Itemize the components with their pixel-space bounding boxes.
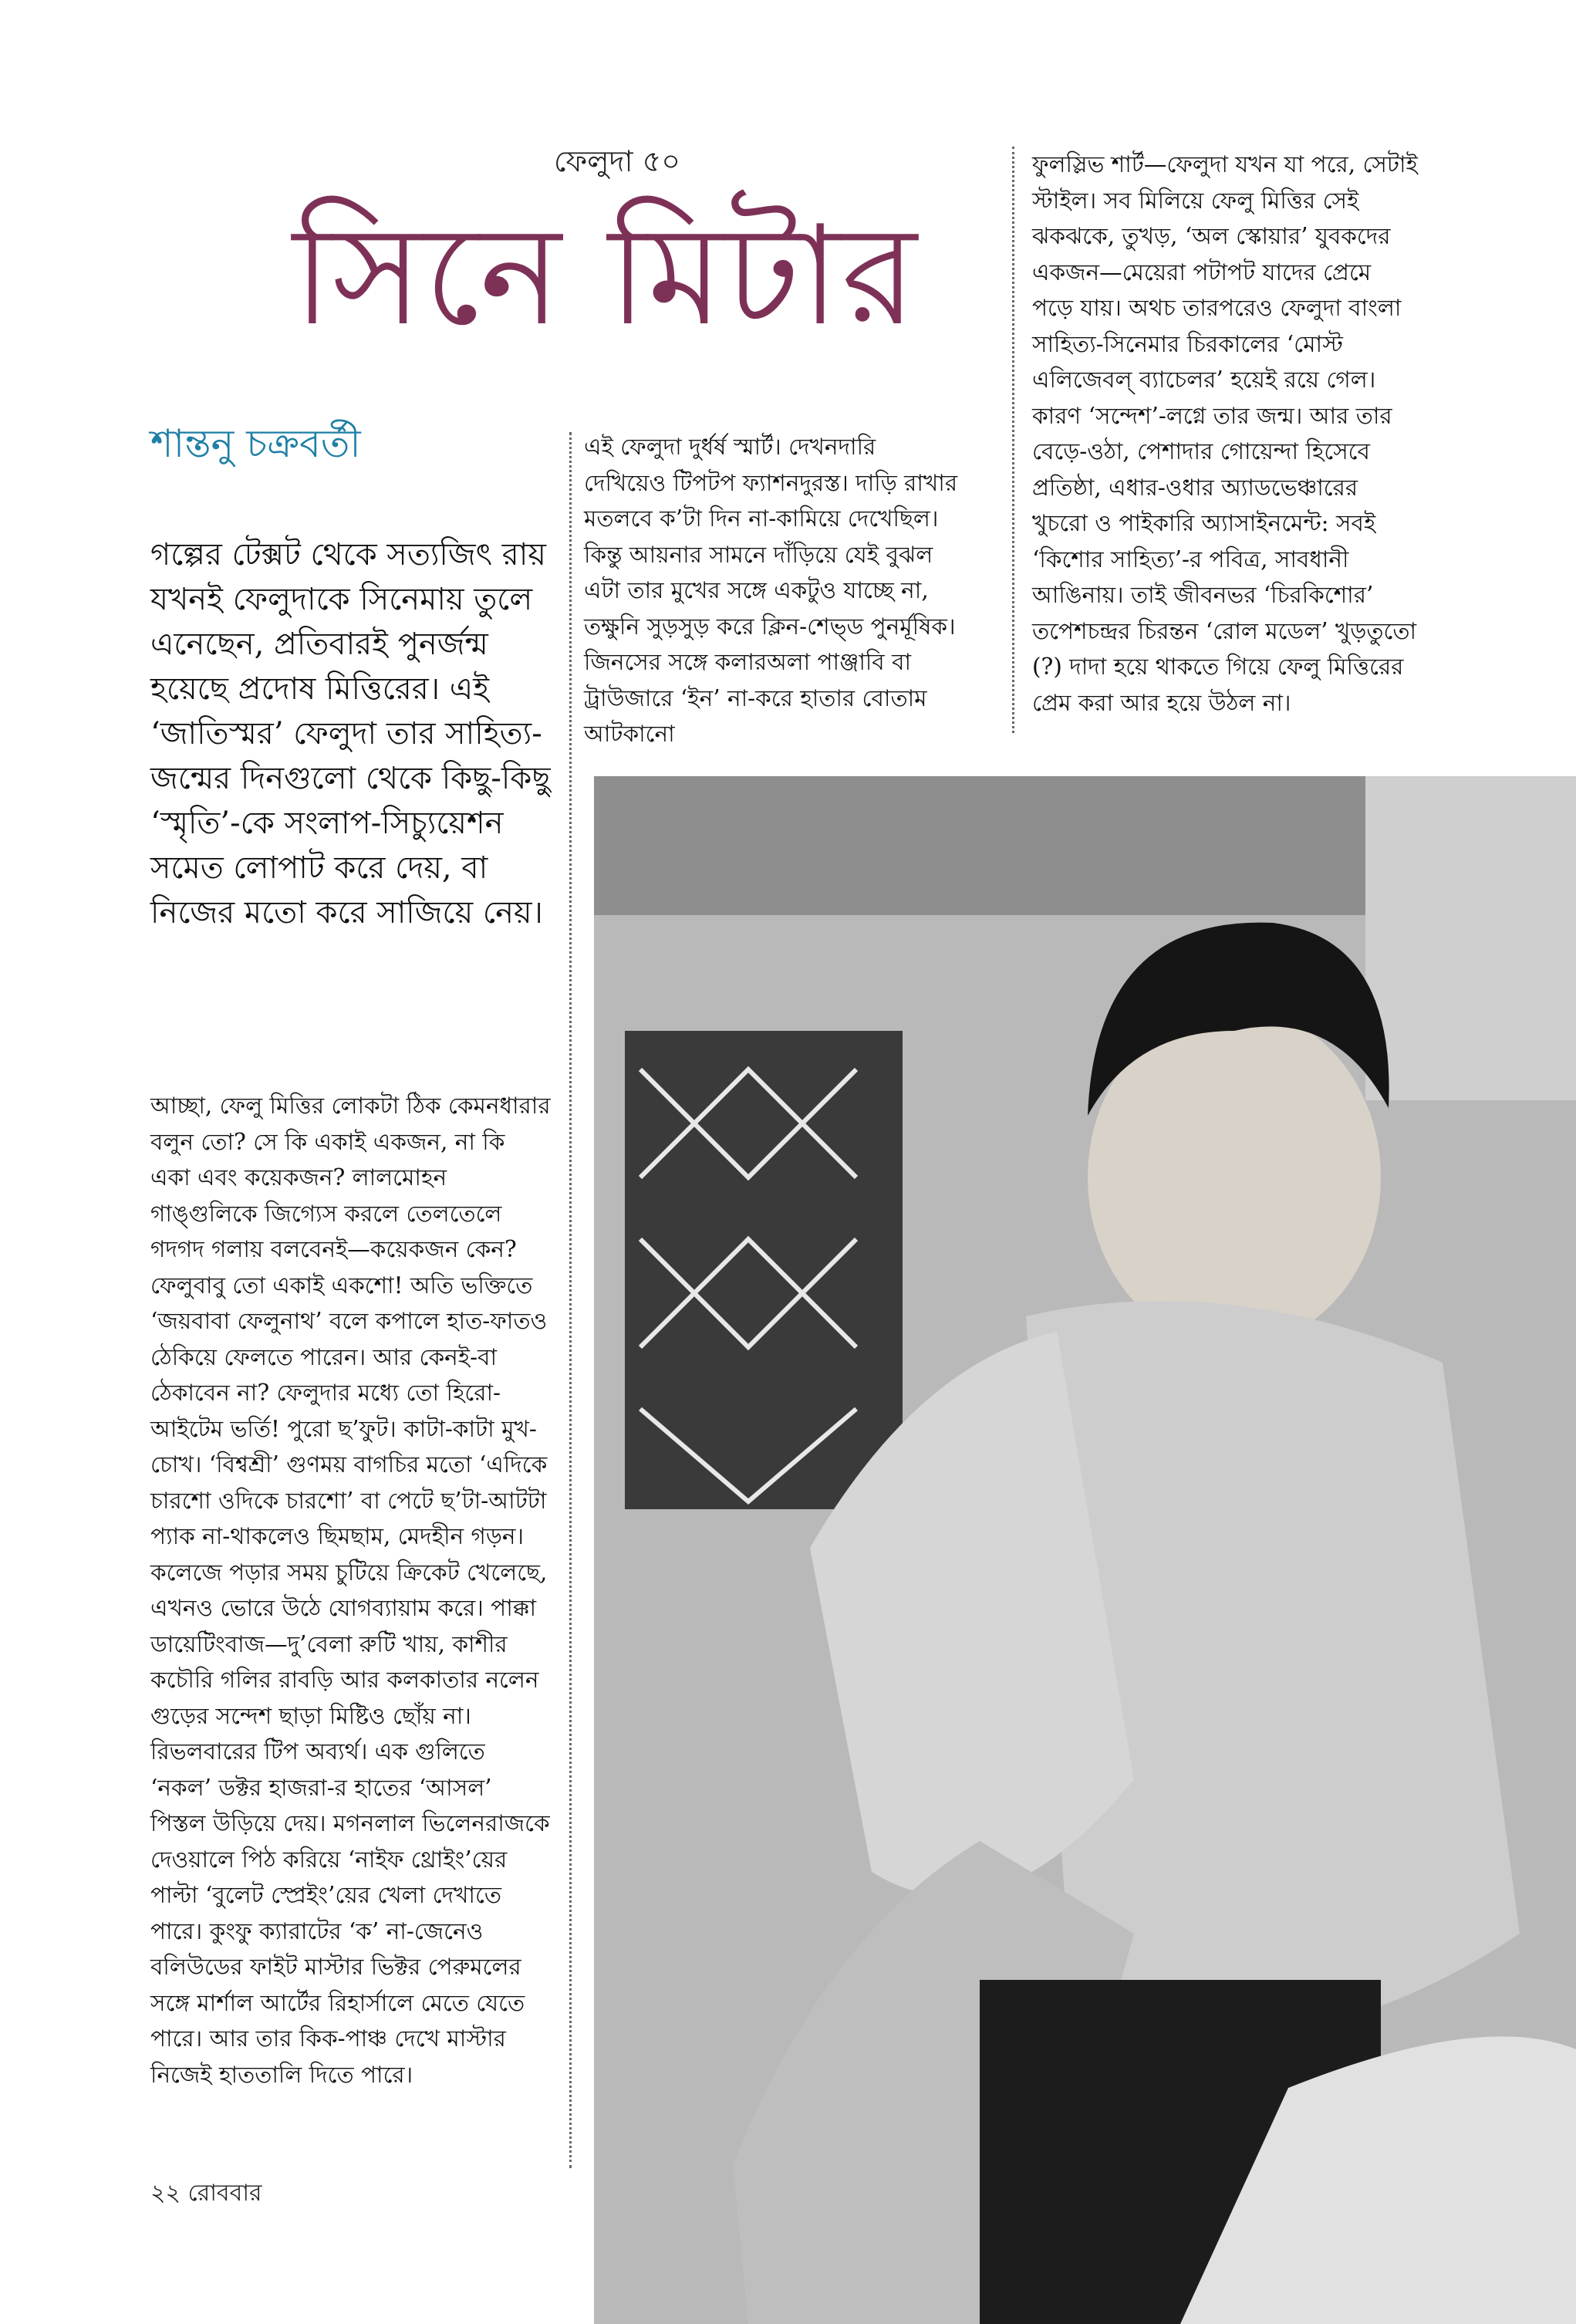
series-label: ফেলুদা ৫০ [554,144,680,178]
body-column-1 [150,1088,552,2093]
body-column-3 [1032,147,1418,721]
page-folio: ২২ রোববার [150,2180,262,2207]
column-2-text: এই ফেলুদা দুর্ধর্ষ স্মার্ট। দেখনদারি দেখিয়েও টিপটপ ফ্যাশনদুরস্ত। দাড়ি রাখার মতলবে ক’টা দিন না-কামিয়ে দেখেছিল। কিন্তু আয়নার সামনে দাঁড়িয়ে যেই বুঝল এটা তার মুখের সঙ্গে একটুও যাচ্ছে না, তক্ষুনি সুড়সুড় করে ক্লিন-শেভ্ড পুনর্মূষিক। জিনসের সঙ্গে কলারঅলা পাঞ্জাবি বা ট্রাউজারে ‘ইন’ না-করে হাতার বোতাম আটকানো [584,434,958,747]
intro-paragraph [150,532,552,935]
article-title: সিনে মিটার [292,196,919,356]
body-column-2 [584,429,958,752]
photo-actor [594,776,1576,2324]
author-byline: শান্তনু চক্রবর্তী [150,421,361,466]
column-divider [1012,147,1014,733]
column-3-text: ফুলস্লিভ শার্ট—ফেলুদা যখন যা পরে, সেটাই স্টাইল। সব মিলিয়ে ফেলু মিত্তির সেই ঝকঝকে, তুখড়, ‘অল স্কোয়ার’ যুবকদের একজন—মেয়েরা পটাপট যাদের প্রেমে পড়ে যায়। অথচ তারপরেও ফেলুদা বাংলা সাহিত্য-সিনেমার চিরকালের ‘মোস্ট এলিজেবল্ ব্যাচেলর’ হয়েই রয়ে গেল। কারণ ‘সন্দেশ’-লগ্নে তার জন্ম। আর তার বেড়ে-ওঠা, পেশাদার গোয়েন্দা হিসেবে প্রতিষ্ঠা, এধার-ওধার অ্যাডভেঞ্চারের খুচরো ও পাইকারি অ্যাসাইনমেন্ট: সবই ‘কিশোর সাহিত্য’-র পবিত্র, সাবধানী আঙিনায়। তাই জীবনভর ‘চিরকিশোর’ তপেশচন্দ্রর চিরন্তন ‘রোল মডেল’ খুড়তুতো (?) দাদা হয়ে থাকতে গিয়ে ফেলু মিত্তিরের প্রেম করা আর হয়ে উঠল না। [1032,151,1418,716]
intro-text: গল্পের টেক্সট থেকে সত্যজিৎ রায় যখনই ফেলুদাকে সিনেমায় তুলে এনেছেন, প্রতিবারই পুনর্জন্ম হয়েছে প্রদোষ মিত্তিরের। এই ‘জাতিস্মর’ ফেলুদা তার সাহিত্য-জন্মের দিনগুলো থেকে কিছু-কিছু ‘স্মৃতি’-কে সংলাপ-সিচ্যুয়েশন সমেত লোপাট করে দেয়, বা নিজের মতো করে সাজিয়ে নেয়। [150,537,551,931]
column-divider [569,432,572,2168]
column-1-text: আচ্ছা, ফেলু মিত্তির লোকটা ঠিক কেমনধারার বলুন তো? সে কি একাই একজন, না কি একা এবং কয়েকজন? লালমোহন গাঙ্গুলিকে জিগ্যেস করলে তেলতেলে গদগদ গলায় বলবেনই—কয়েকজন কেন? ফেলুবাবু তো একাই একশো! অতি ভক্তিতে ‘জয়বাবা ফেলুনাথ’ বলে কপালে হাত-ফাতও ঠেকিয়ে ফেলতে পারেন। আর কেনই-বা ঠেকাবেন না? ফেলুদার মধ্যে তো হিরো-আইটেম ভর্তি! পুরো ছ’ফুট। কাটা-কাটা মুখ-চোখ। ‘বিশ্বশ্রী’ গুণময় বাগচির মতো ‘এদিকে চারশো ওদিকে চারশো’ বা পেটে ছ’টা-আটটা প্যাক না-থাকলেও ছিমছাম, মেদহীন গড়ন। কলেজে পড়ার সময় চুটিয়ে ক্রিকেট খেলেছে, এখনও ভোরে উঠে যোগব্যায়াম করে। পাক্কা ডায়েটিংবাজ—দু’বেলা রুটি খায়, কাশীর কচৌরি গলির রাবড়ি আর কলকাতার নলেন গুড়ের সন্দেশ ছাড়া মিষ্টিও ছোঁয় না। রিভলবারের টিপ অব্যর্থ। এক গুলিতে ‘নকল’ ডক্টর হাজরা-র হাতের ‘আসল’ পিস্তল উড়িয়ে দেয়। মগনলাল ভিলেনরাজকে দেওয়ালে পিঠ করিয়ে ‘নাইফ থ্রোইং’য়ের পাল্টা ‘বুলেট স্প্রেইং’য়ের খেলা দেখাতে পারে। কুংফু ক্যারাটের ‘ক’ না-জেনেও বলিউডের ফাইট মাস্টার ভিক্টর পেরুমলের সঙ্গে মার্শাল আর্টের রিহার্সালে মেতে যেতে পারে। আর তার কিক-পাঞ্চ দেখে মাস্টার নিজেই হাততালি দিতে পারে। [150,1093,551,2088]
